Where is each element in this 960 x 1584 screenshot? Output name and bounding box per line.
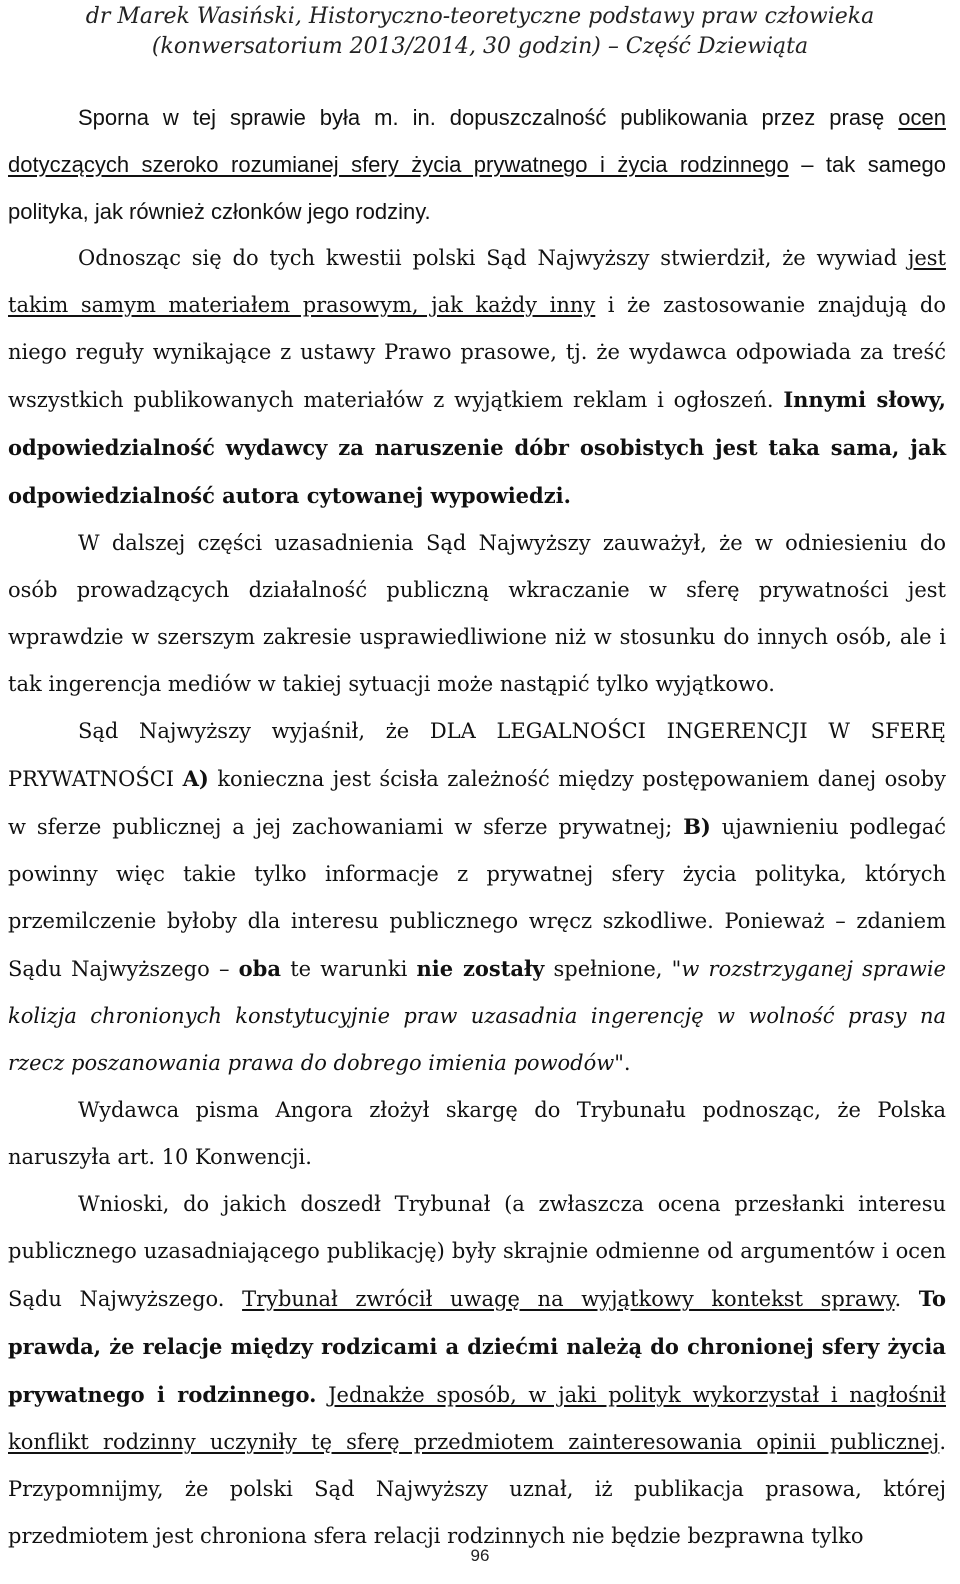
p2-text-a: Odnosząc się do tych kwestii polski Sąd Najwyższy stwierdził, że wywiad xyxy=(78,246,908,270)
p6-text-g: . Przypomnijmy, że polski Sąd Najwyższy uznał, iż publikacja prasowa, której przedmiotem jest chroniona sfera relacji rodzinnych nie będzie bezprawna tylko xyxy=(8,1430,946,1548)
header-line-1: dr Marek Wasiński, Historyczno-teoretyczne podstawy praw człowieka xyxy=(85,4,875,29)
p4-text-a: Sąd Najwyższy wyjaśnił, że DLA LEGALNOŚCI INGERENCJI W SFERĘ PRYWATNOŚCI xyxy=(8,719,946,791)
p2-text-c: i że zastosowanie znajdują do niego reguły wynikające z ustawy Prawo prasowe, tj. że wydawca odpowiada za treść wszystkich publikowanych materiałów z wyjątkiem reklam i ogłoszeń. xyxy=(8,293,946,412)
paragraph-2 xyxy=(8,235,946,520)
p6-underlined-a: Trybunał zwrócił uwagę na wyjątkowy kontekst sprawy xyxy=(242,1287,895,1311)
p4-text-k: ". xyxy=(614,1051,631,1075)
p4-bold-b: B) xyxy=(683,814,711,839)
paragraph-5 xyxy=(8,1087,946,1181)
document-body xyxy=(8,94,946,1560)
p4-bold-nie-zostaly: nie zostały xyxy=(416,956,545,981)
p4-text-c: konieczna jest ścisła zależność między postępowaniem danej osoby w sferze publicznej a jej zachowaniami w sferze prywatnej; xyxy=(8,767,946,839)
p5-text: Wydawca pisma Angora złożył skargę do Trybunału podnosząc, że Polska naruszyła art. 10 Konwencji. xyxy=(8,1098,946,1169)
p6-underlined-b: Jednakże sposób, w jaki polityk wykorzystał i nagłośnił konflikt rodzinny uczyniły tę sferę przedmiotem zainteresowania opinii publicznej xyxy=(8,1383,946,1454)
page-header xyxy=(0,2,960,62)
p1-text-c: – tak samego polityka, jak również członków jego rodziny. xyxy=(8,152,947,224)
p6-text-a: Wnioski, do jakich doszedł Trybunał (a zwłaszcza ocena przesłanki interesu publicznego uzasadniającego publikację) były skrajnie odmienne od argumentów i ocen Sądu Najwyższego. xyxy=(8,1192,946,1311)
p6-text-e xyxy=(316,1383,328,1407)
p1-text-a: Sporna w tej sprawie była m. in. dopuszczalność publikowania przez prasę xyxy=(78,105,899,130)
p3-text: W dalszej części uzasadnienia Sąd Najwyższy zauważył, że w odniesieniu do osób prowadzących działalność publiczną wkraczanie w sferę prywatności jest wprawdzie w szerszym zakresie usprawiedliwione niż w stosunku do innych osób, ale i tak ingerencja mediów w takiej sytuacji może nastąpić tylko wyjątkowo. xyxy=(8,531,946,696)
paragraph-1 xyxy=(8,94,946,235)
p4-bold-a: A) xyxy=(182,766,209,791)
p4-bold-oba: oba xyxy=(238,956,281,981)
p4-text-i: spełnione, " xyxy=(544,957,682,981)
paragraph-6 xyxy=(8,1181,946,1560)
p6-bold: To prawda, że relacje między rodzicami a dziećmi należą do chronionej sfery życia prywatnego i rodzinnego. xyxy=(8,1286,946,1407)
p4-text-e: ujawnieniu podlegać powinny więc takie tylko informacje z prywatnej sfery życia polityka, których przemilczenie byłoby dla interesu publicznego wręcz szkodliwe. Ponieważ – zdaniem Sądu Najwyższego – xyxy=(8,815,946,981)
paragraph-4 xyxy=(8,708,946,1087)
p2-underlined: jest takim samym materiałem prasowym, jak każdy inny xyxy=(8,246,946,317)
p2-bold: Innymi słowy, odpowiedzialność wydawcy za naruszenie dóbr osobistych jest taka sama, jak odpowiedzialność autora cytowanej wypowiedzi. xyxy=(8,387,946,508)
page-number: 96 xyxy=(470,1546,490,1565)
header-line-2: (konwersatorium 2013/2014, 30 godzin) – Część Dziewiąta xyxy=(151,34,809,59)
p6-text-c: . xyxy=(894,1287,919,1311)
p4-text-g: te warunki xyxy=(280,957,417,981)
p1-underlined: ocen dotyczących szeroko rozumianej sfery życia prywatnego i życia rodzinnego xyxy=(8,105,946,177)
p4-italic-quote: w rozstrzyganej sprawie kolizja chronionych konstytucyjnie praw uzasadnia ingerencję w wolność prasy na rzecz poszanowania prawa do dobrego imienia powodów xyxy=(8,957,946,1075)
paragraph-3 xyxy=(8,520,946,708)
